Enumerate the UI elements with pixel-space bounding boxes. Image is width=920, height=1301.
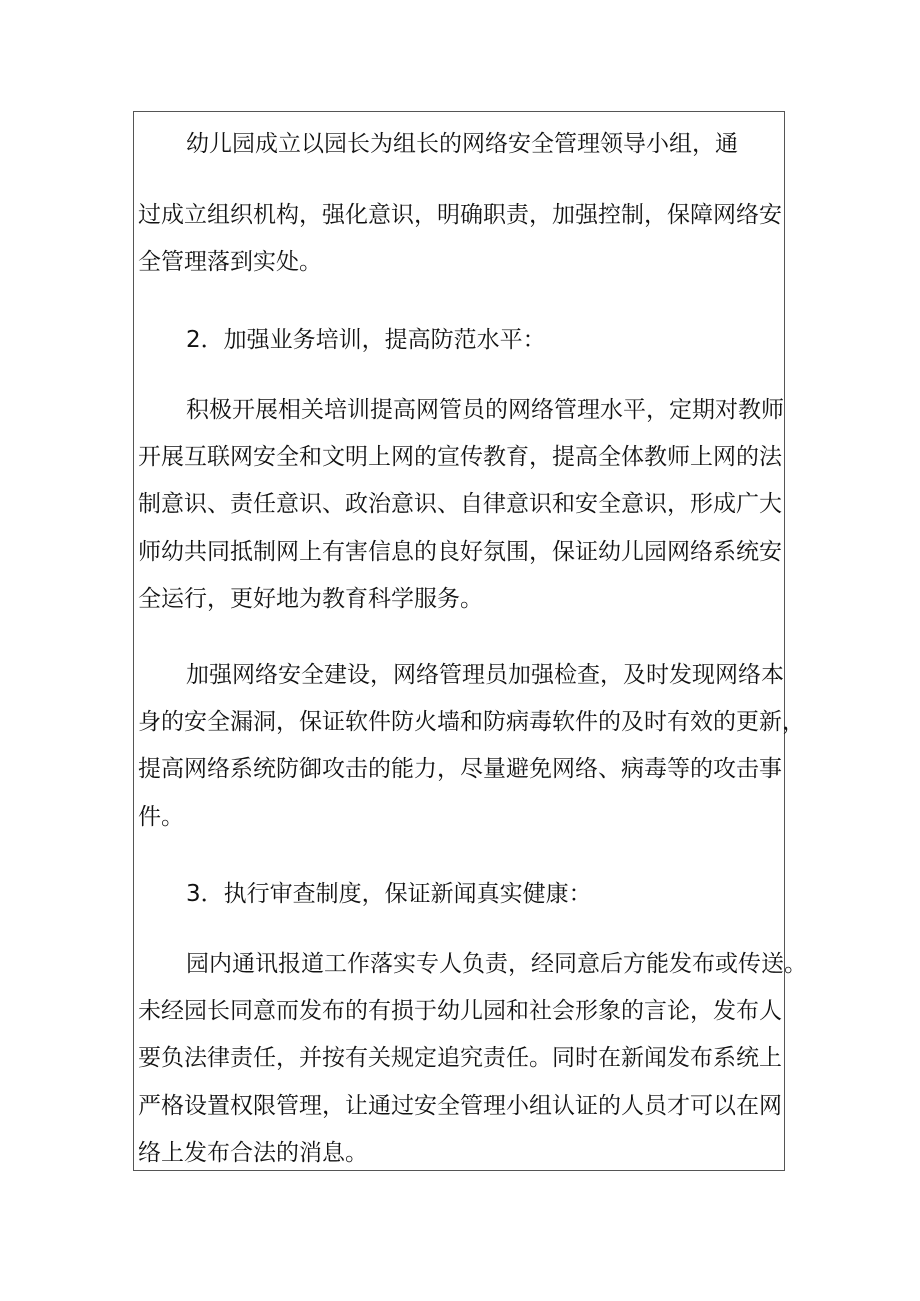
paragraph-4-line-3: 提高网络系统防御攻击的能力，尽量避免网络、病毒等的攻击事 <box>138 756 782 782</box>
paragraph-6-line-3: 要负法律责任，并按有关规定追究责任。同时在新闻发布系统上 <box>138 1045 782 1071</box>
document-frame <box>133 111 807 1171</box>
paragraph-4-line-4: 件。 <box>138 804 184 830</box>
paragraph-6-line-5: 络上发布合法的消息。 <box>138 1140 368 1166</box>
paragraph-3-line-1: 积极开展相关培训提高网管员的网络管理水平，定期对教师 <box>186 397 784 423</box>
paragraph-4-line-1: 加强网络安全建设，网络管理员加强检查，及时发现网络本 <box>186 662 784 688</box>
paragraph-4-line-2: 身的安全漏洞，保证软件防火墙和防病毒软件的及时有效的更新， <box>138 709 805 735</box>
paragraph-3-line-4: 师幼共同抵制网上有害信息的良好氛围，保证幼儿园网络系统安 <box>138 539 782 565</box>
section-heading-2: 2．加强业务培训，提高防范水平： <box>186 327 546 353</box>
section-heading-3: 3．执行审查制度，保证新闻真实健康： <box>186 881 592 907</box>
paragraph-6-line-2: 未经园长同意而发布的有损于幼儿园和社会形象的言论，发布人 <box>138 998 782 1024</box>
paragraph-1-line-1: 幼儿园成立以园长为组长的网络安全管理领导小组，通 <box>186 131 738 157</box>
paragraph-6-line-1: 园内通讯报道工作落实专人负责，经同意后方能发布或传送。 <box>186 951 807 977</box>
paragraph-3-line-3: 制意识、责任意识、政治意识、自律意识和安全意识，形成广大 <box>138 491 782 517</box>
paragraph-1-line-2: 过成立组织机构，强化意识，明确职责，加强控制，保障网络安 <box>138 202 782 228</box>
paragraph-6-line-4: 严格设置权限管理，让通过安全管理小组认证的人员才可以在网 <box>138 1093 782 1119</box>
paragraph-3-line-2: 开展互联网安全和文明上网的宣传教育，提高全体教师上网的法 <box>138 444 782 470</box>
paragraph-1-line-3: 全管理落到实处。 <box>138 249 322 275</box>
paragraph-3-line-5: 全运行，更好地为教育科学服务。 <box>138 586 483 612</box>
